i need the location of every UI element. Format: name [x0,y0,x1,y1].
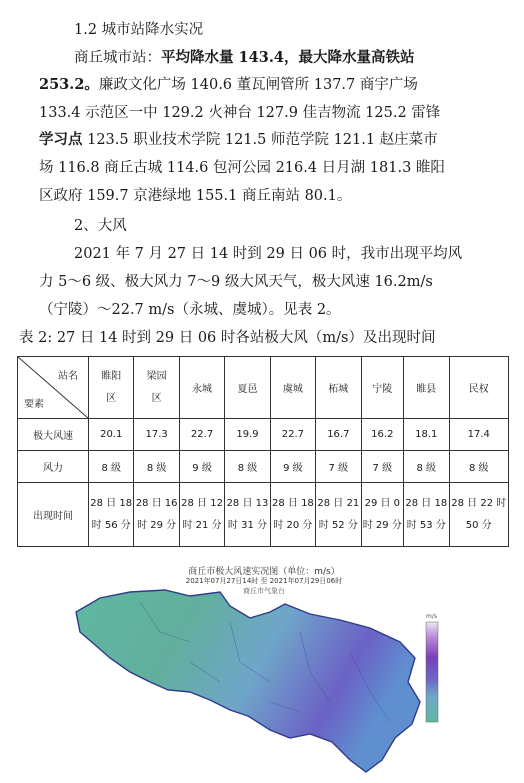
time-cell: 28 日 18 时 53 分 [404,483,449,547]
level-cell: 9 级 [270,451,315,483]
station-header: 民权 [449,357,509,419]
rain-paragraph-line-5: 场 116.8 商丘古城 114.6 包河公园 216.4 日月湖 181.3 睢阳 [39,160,445,176]
speed-cell: 16.7 [316,419,361,451]
time-cell: 28 日 21 时 52 分 [316,483,361,547]
rain-summary-bold: 平均降水量 143.4，最大降水量高铁站 [161,49,415,66]
wind-paragraph-line-3: （宁陵）～22.7 m/s（永城、虞城）。见表 2。 [39,302,341,318]
speed-cell: 17.3 [134,419,179,451]
rain-paragraph-line-1 [74,48,414,68]
station-header: 夏邑 [225,357,270,419]
rain-paragraph-line-2 [39,75,418,95]
time-cell: 28 日 22 时 50 分 [449,483,509,547]
corner-label-station: 站名 [58,371,78,382]
table-row-speed [18,419,509,451]
row-label-level: 风力 [18,451,89,483]
level-cell: 8 级 [89,451,134,483]
section-heading-wind: 2、大风 [74,218,127,234]
time-cell: 29 日 0 时 29 分 [361,483,404,547]
level-cell: 8 级 [404,451,449,483]
speed-cell: 17.4 [449,419,509,451]
time-cell: 28 日 12 时 21 分 [179,483,224,547]
rain-stations-part-1: 廉政文化广场 140.6 董瓦闸管所 137.7 商宇广场 [98,77,418,93]
rain-stations-part-2: 123.5 职业技术学院 121.5 师范学院 121.1 赵庄菜市 [82,132,438,148]
rain-station-bold: 学习点 [39,131,83,148]
wind-map-figure [70,562,458,778]
station-header: 宁陵 [361,357,404,419]
time-cell: 28 日 18 时 20 分 [270,483,315,547]
rain-station-label: 商丘城市站： [74,50,161,66]
rain-max-value: 253.2。 [39,76,99,93]
table-row-time [18,483,509,547]
speed-cell: 22.7 [270,419,315,451]
time-cell: 28 日 16 时 29 分 [134,483,179,547]
table-corner-cell [18,357,89,419]
map-subtitle: 2021年07月27日14时 至 2021年07月29日06时 [185,577,343,585]
table-caption: 表 2: 27 日 14 时到 29 日 06 时各站极大风（m/s）及出现时间 [19,330,436,346]
station-header: 永城 [179,357,224,419]
row-label-time: 出现时间 [18,483,89,547]
wind-paragraph-line-1: 2021 年 7 月 27 日 14 时到 29 日 06 时，我市出现平均风 [74,246,463,262]
table-row-level [18,451,509,483]
speed-cell: 19.9 [225,419,270,451]
rain-paragraph-line-4 [39,130,438,150]
station-header: 虞城 [270,357,315,419]
color-legend-bar [426,622,438,722]
map-region-shape [76,590,420,772]
wind-table [17,356,509,547]
speed-cell: 18.1 [404,419,449,451]
speed-cell: 20.1 [89,419,134,451]
legend-unit: m/s [426,613,437,620]
time-cell: 28 日 18 时 56 分 [89,483,134,547]
station-header: 柘城 [316,357,361,419]
time-cell: 28 日 13 时 31 分 [225,483,270,547]
rain-paragraph-line-6: 区政府 159.7 京港绿地 155.1 商丘南站 80.1。 [39,188,352,204]
level-cell: 7 级 [361,451,404,483]
map-agency: 商丘市气象台 [243,587,285,595]
speed-cell: 22.7 [179,419,224,451]
rain-paragraph-line-3: 133.4 示范区一中 129.2 火神台 127.9 佳吉物流 125.2 雷锋 [39,105,441,121]
level-cell: 8 级 [225,451,270,483]
table-header-row [18,357,509,419]
speed-cell: 16.2 [361,419,404,451]
level-cell: 9 级 [179,451,224,483]
level-cell: 8 级 [449,451,509,483]
wind-map [70,562,458,778]
station-header: 梁园 区 [134,357,179,419]
level-cell: 8 级 [134,451,179,483]
level-cell: 7 级 [316,451,361,483]
corner-label-element: 要素 [24,399,44,410]
map-title: 商丘市极大风速实况图（单位：m/s） [188,567,340,577]
station-header: 睢县 [404,357,449,419]
station-header: 睢阳 区 [89,357,134,419]
row-label-speed: 极大风速 [18,419,89,451]
section-heading-rain: 1.2 城市站降水实况 [74,22,204,38]
wind-paragraph-line-2: 力 5～6 级、极大风力 7～9 级大风天气，极大风速 16.2m/s [39,274,433,290]
